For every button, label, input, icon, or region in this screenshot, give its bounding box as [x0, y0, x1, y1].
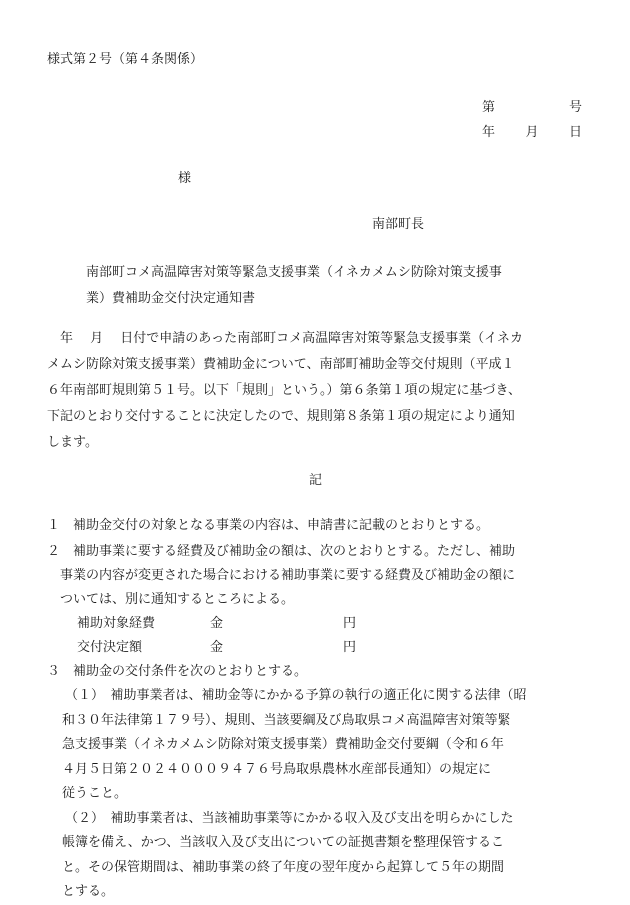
- item-1: １ 補助金交付の対象となる事業の内容は、申請書に記載のとおりとする。: [47, 518, 490, 533]
- amount-row-decided-amount: [47, 636, 592, 660]
- item-2-line-2: 事業の内容が変更された場合における補助事業に要する経費及び補助金の額に: [47, 568, 516, 583]
- document-number-line: [482, 95, 582, 120]
- body-line-5: します。: [47, 435, 98, 450]
- form-number: 様式第２号（第４条関係）: [47, 52, 204, 67]
- title-line-1: 南部町コメ高温障害対策等緊急支援事業（イネカメムシ防除対策支援事: [86, 265, 502, 280]
- item-3: ３ 補助金の交付条件を次のとおりとする。: [47, 664, 308, 679]
- condition-2-line-2: 帳簿を備え、かつ、当該収入及び支出についての証拠書類を整理保管するこ: [23, 835, 505, 850]
- title-line-2: 業）費補助金交付決定通知書: [86, 291, 256, 306]
- document-title: [86, 260, 586, 312]
- notice-body: [47, 326, 587, 456]
- body-line-1: 年 月 日付で申請のあった南部町コメ高温障害対策等緊急支援事業（イネカ: [47, 331, 524, 346]
- sender-name: 南部町長: [372, 217, 425, 232]
- condition-1-line-3: 急支援事業（イネカメムシ防除対策支援事業）費補助金交付要綱（令和６年: [23, 737, 504, 752]
- condition-1-line-5: 従うこと。: [23, 786, 128, 801]
- condition-1-line-1: （１） 補助事業者は、補助金等にかかる予算の執行の適正化に関する法律（昭: [65, 688, 527, 703]
- doc-number-suffix: 号: [568, 100, 582, 115]
- condition-2-line-4: とする。: [23, 884, 115, 899]
- amount-kin-eligible-cost: 金: [210, 616, 224, 631]
- date-year: 年: [482, 125, 496, 140]
- notice-items: [23, 514, 592, 905]
- body-line-3: ６年南部町規則第５１号。以下「規則」という。）第６条第１項の規定に基づき、: [47, 383, 521, 398]
- condition-1: [23, 684, 592, 807]
- date-line: [482, 120, 582, 145]
- amount-label-decided-amount: 交付決定額: [77, 640, 143, 655]
- amount-kin-decided-amount: 金: [210, 640, 224, 655]
- amount-yen-decided-amount: 円: [343, 640, 357, 655]
- item-2-line-3: ついては、別に通知するところによる。: [47, 592, 295, 607]
- amount-yen-eligible-cost: 円: [343, 616, 357, 631]
- body-line-4: 下記のとおり交付することに決定したので、規則第８条第１項の規定により通知: [47, 409, 515, 424]
- addressee-honorific: 様: [178, 171, 192, 186]
- condition-1-line-4: ４月５日第２０２４０００９４７６号鳥取県農林水産部長通知）の規定に: [23, 761, 492, 777]
- amount-label-eligible-cost: 補助対象経費: [77, 616, 156, 631]
- condition-2: [23, 807, 592, 905]
- body-line-2: メムシ防除対策支援事業）費補助金について、南部町補助金等交付規則（平成１: [47, 357, 515, 372]
- item-2-line-1: ２ 補助事業に要する経費及び補助金の額は、次のとおりとする。ただし、補助: [47, 544, 516, 559]
- doc-number-prefix: 第: [482, 100, 496, 115]
- date-day: 日: [568, 125, 582, 140]
- condition-2-line-3: と。その保管期間は、補助事業の終了年度の翌年度から起算して５年の期間: [23, 859, 505, 875]
- date-month: 月: [525, 125, 539, 140]
- condition-1-line-2: 和３０年法律第１７９号）、規則、当該要綱及び鳥取県コメ高温障害対策等緊: [23, 712, 511, 728]
- condition-2-line-1: （２） 補助事業者は、当該補助事業等にかかる収入及び支出を明らかにした: [65, 810, 514, 826]
- amount-row-eligible-cost: [47, 612, 592, 636]
- ki-heading: 記: [309, 473, 323, 488]
